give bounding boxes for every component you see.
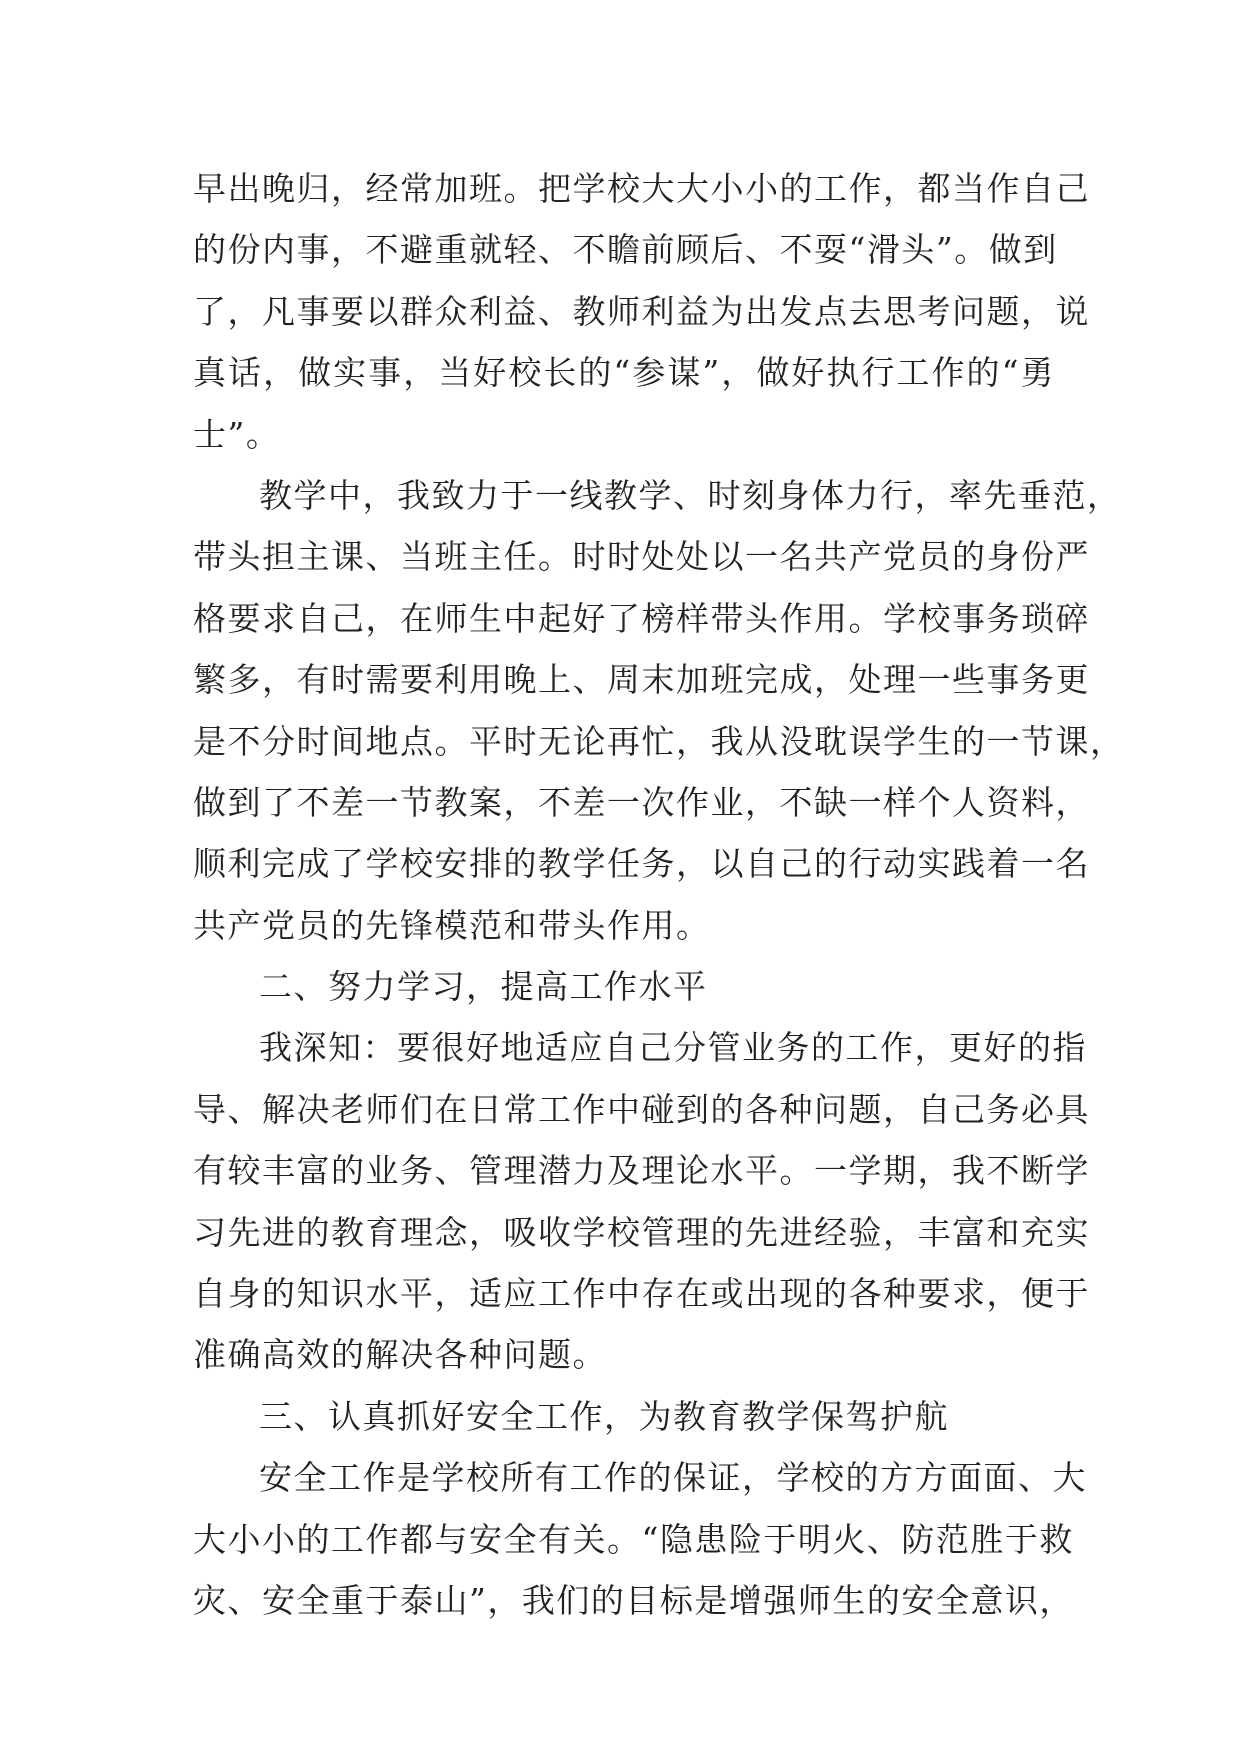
text-line: 是不分时间地点。平时无论再忙，我从没耽误学生的一节课， bbox=[193, 721, 1125, 761]
text-line: 早出晚归，经常加班。把学校大大小小的工作，都当作自己 bbox=[193, 169, 1090, 208]
text-line: 顺利完成了学校安排的教学任务，以自己的行动实践着一名 bbox=[193, 844, 1090, 884]
text-line: 自身的知识水平，适应工作中存在或出现的各种要求，便于 bbox=[193, 1274, 1090, 1314]
text-line: 真话，做实事，当好校长的“参谋”，做好执行工作的“勇 bbox=[193, 353, 1055, 393]
text-line: 共产党员的先锋模范和带头作用。 bbox=[193, 905, 711, 945]
text-line: 格要求自己，在师生中起好了榜样带头作用。学校事务琐碎 bbox=[193, 598, 1090, 638]
text-line: 准确高效的解决各种问题。 bbox=[193, 1335, 607, 1375]
text-line: 做到了不差一节教案，不差一次作业，不缺一样个人资料， bbox=[193, 782, 1090, 822]
text-line: 导、解决老师们在日常工作中碰到的各种问题，自己务必具 bbox=[193, 1089, 1090, 1129]
text-line: 大小小的工作都与安全有关。“隐患险于明火、防范胜于救 bbox=[193, 1519, 1074, 1559]
text-line: 有较丰富的业务、管理潜力及理论水平。一学期，我不断学 bbox=[193, 1151, 1090, 1191]
document-body bbox=[193, 158, 1125, 1631]
section-heading: 二、努力学习，提高工作水平 bbox=[259, 967, 708, 1007]
text-line: 了，凡事要以群众利益、教师利益为出发点去思考问题，说 bbox=[193, 291, 1090, 331]
text-line: 带头担主课、当班主任。时时处处以一名共产党员的身份严 bbox=[193, 537, 1090, 577]
section-heading: 三、认真抓好安全工作，为教育教学保驾护航 bbox=[259, 1396, 949, 1436]
text-line: 习先进的教育理念，吸收学校管理的先进经验，丰富和充实 bbox=[193, 1212, 1090, 1252]
paragraph-first-line: 我深知：要很好地适应自己分管业务的工作，更好的指 bbox=[259, 1028, 1087, 1068]
paragraph-first-line: 教学中，我致力于一线教学、时刻身体力行，率先垂范， bbox=[259, 475, 1122, 515]
text-line: 繁多，有时需要利用晚上、周末加班完成，处理一些事务更 bbox=[193, 660, 1090, 700]
text-line: 士”。 bbox=[193, 414, 281, 454]
text-line: 的份内事，不避重就轻、不瞻前顾后、不耍“滑头”。做到 bbox=[193, 230, 1058, 270]
text-line: 灾、安全重于泰山”，我们的目标是增强师生的安全意识， bbox=[193, 1580, 1074, 1620]
paragraph-first-line: 安全工作是学校所有工作的保证，学校的方方面面、大 bbox=[259, 1458, 1087, 1498]
